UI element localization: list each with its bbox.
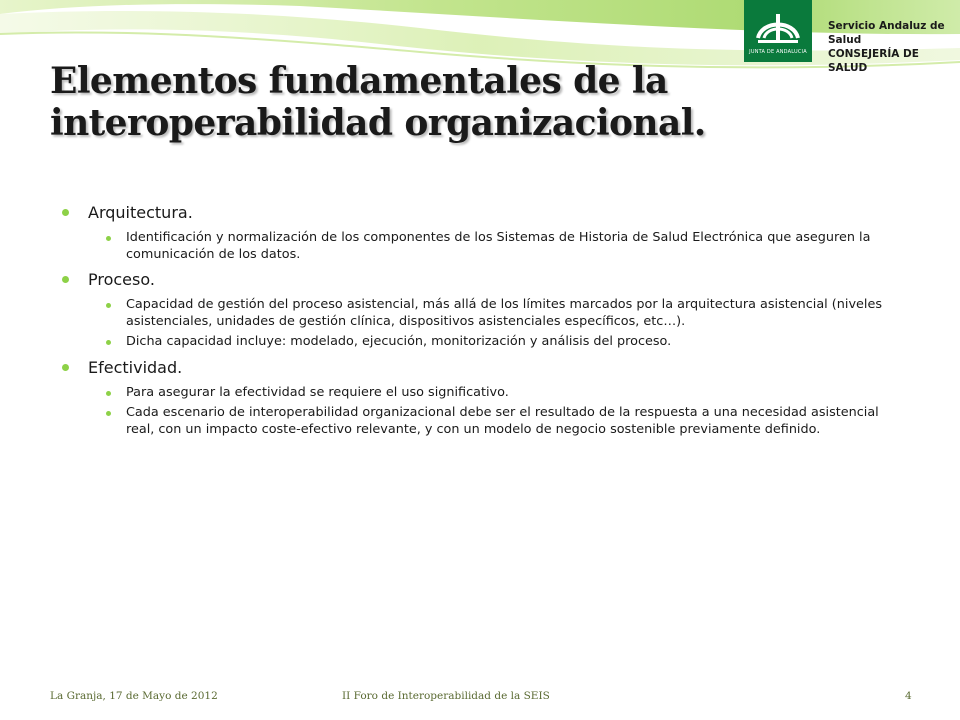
- bullet-text: Capacidad de gestión del proceso asistencial, más allá de los límites marcados por la arquitectura asistencial (niveles asistenciales, unidades de gestión clínica, dispositivos asistenciales específicos, etc…).: [126, 297, 883, 329]
- bullet-text: Dicha capacidad incluye: modelado, ejecución, monitorización y análisis del proceso.: [126, 334, 672, 349]
- bullet-text: Para asegurar la efectividad se requiere el uso significativo.: [126, 384, 509, 400]
- bullet-text: Cada escenario de interoperabilidad organizacional debe ser el resultado de la respuesta a una necesidad asistencial real, con un impacto coste-efectivo relevante, y con un modelo de negocio sostenible previamente definido.: [126, 405, 879, 437]
- section-proceso: [60, 269, 910, 351]
- bullet-dot-icon: [62, 276, 69, 283]
- slide-title: Elementos fundamentales de la interoperabilidad organizacional.: [50, 60, 706, 144]
- logo-caption: JUNTA DE ANDALUCIA: [749, 49, 807, 55]
- slide-number: 4: [905, 690, 912, 702]
- bullet-level2: [60, 230, 910, 263]
- section-heading: Arquitectura.: [88, 203, 193, 222]
- bullet-level2: [60, 297, 910, 330]
- footer-event: II Foro de Interoperabilidad de la SEIS: [342, 690, 550, 702]
- bullet-level2: [60, 385, 910, 402]
- bullet-level1: [60, 269, 910, 291]
- bullet-level2: [60, 334, 910, 351]
- organization-ministry: CONSEJERÍA DE SALUD: [828, 48, 919, 74]
- bullet-dot-icon: [106, 303, 111, 308]
- bullet-level1: [60, 357, 910, 379]
- bullet-dot-icon: [62, 364, 69, 371]
- bullet-dot-icon: [106, 340, 111, 345]
- bullet-level2: [60, 405, 910, 438]
- section-efectividad: [60, 357, 910, 439]
- bullet-dot-icon: [106, 391, 111, 396]
- bullet-dot-icon: [106, 411, 111, 416]
- bullet-text: Identificación y normalización de los componentes de los Sistemas de Historia de Salud Electrónica que aseguren la comunicación de los datos.: [126, 230, 871, 262]
- junta-emblem: [744, 0, 812, 62]
- sub-bullet-list: [60, 385, 910, 439]
- section-arquitectura: [60, 202, 910, 263]
- section-heading: Efectividad.: [88, 357, 183, 377]
- sub-bullet-list: [60, 230, 910, 263]
- slide-content: [60, 202, 910, 444]
- header-logo: [744, 0, 960, 74]
- bullet-level1: [60, 202, 910, 224]
- bullet-dot-icon: [62, 209, 69, 216]
- organization-service: Servicio Andaluz de Salud: [828, 20, 945, 46]
- section-heading: Proceso.: [88, 270, 155, 289]
- footer-date: La Granja, 17 de Mayo de 2012: [50, 690, 218, 702]
- bullet-dot-icon: [106, 236, 111, 241]
- sub-bullet-list: [60, 297, 910, 351]
